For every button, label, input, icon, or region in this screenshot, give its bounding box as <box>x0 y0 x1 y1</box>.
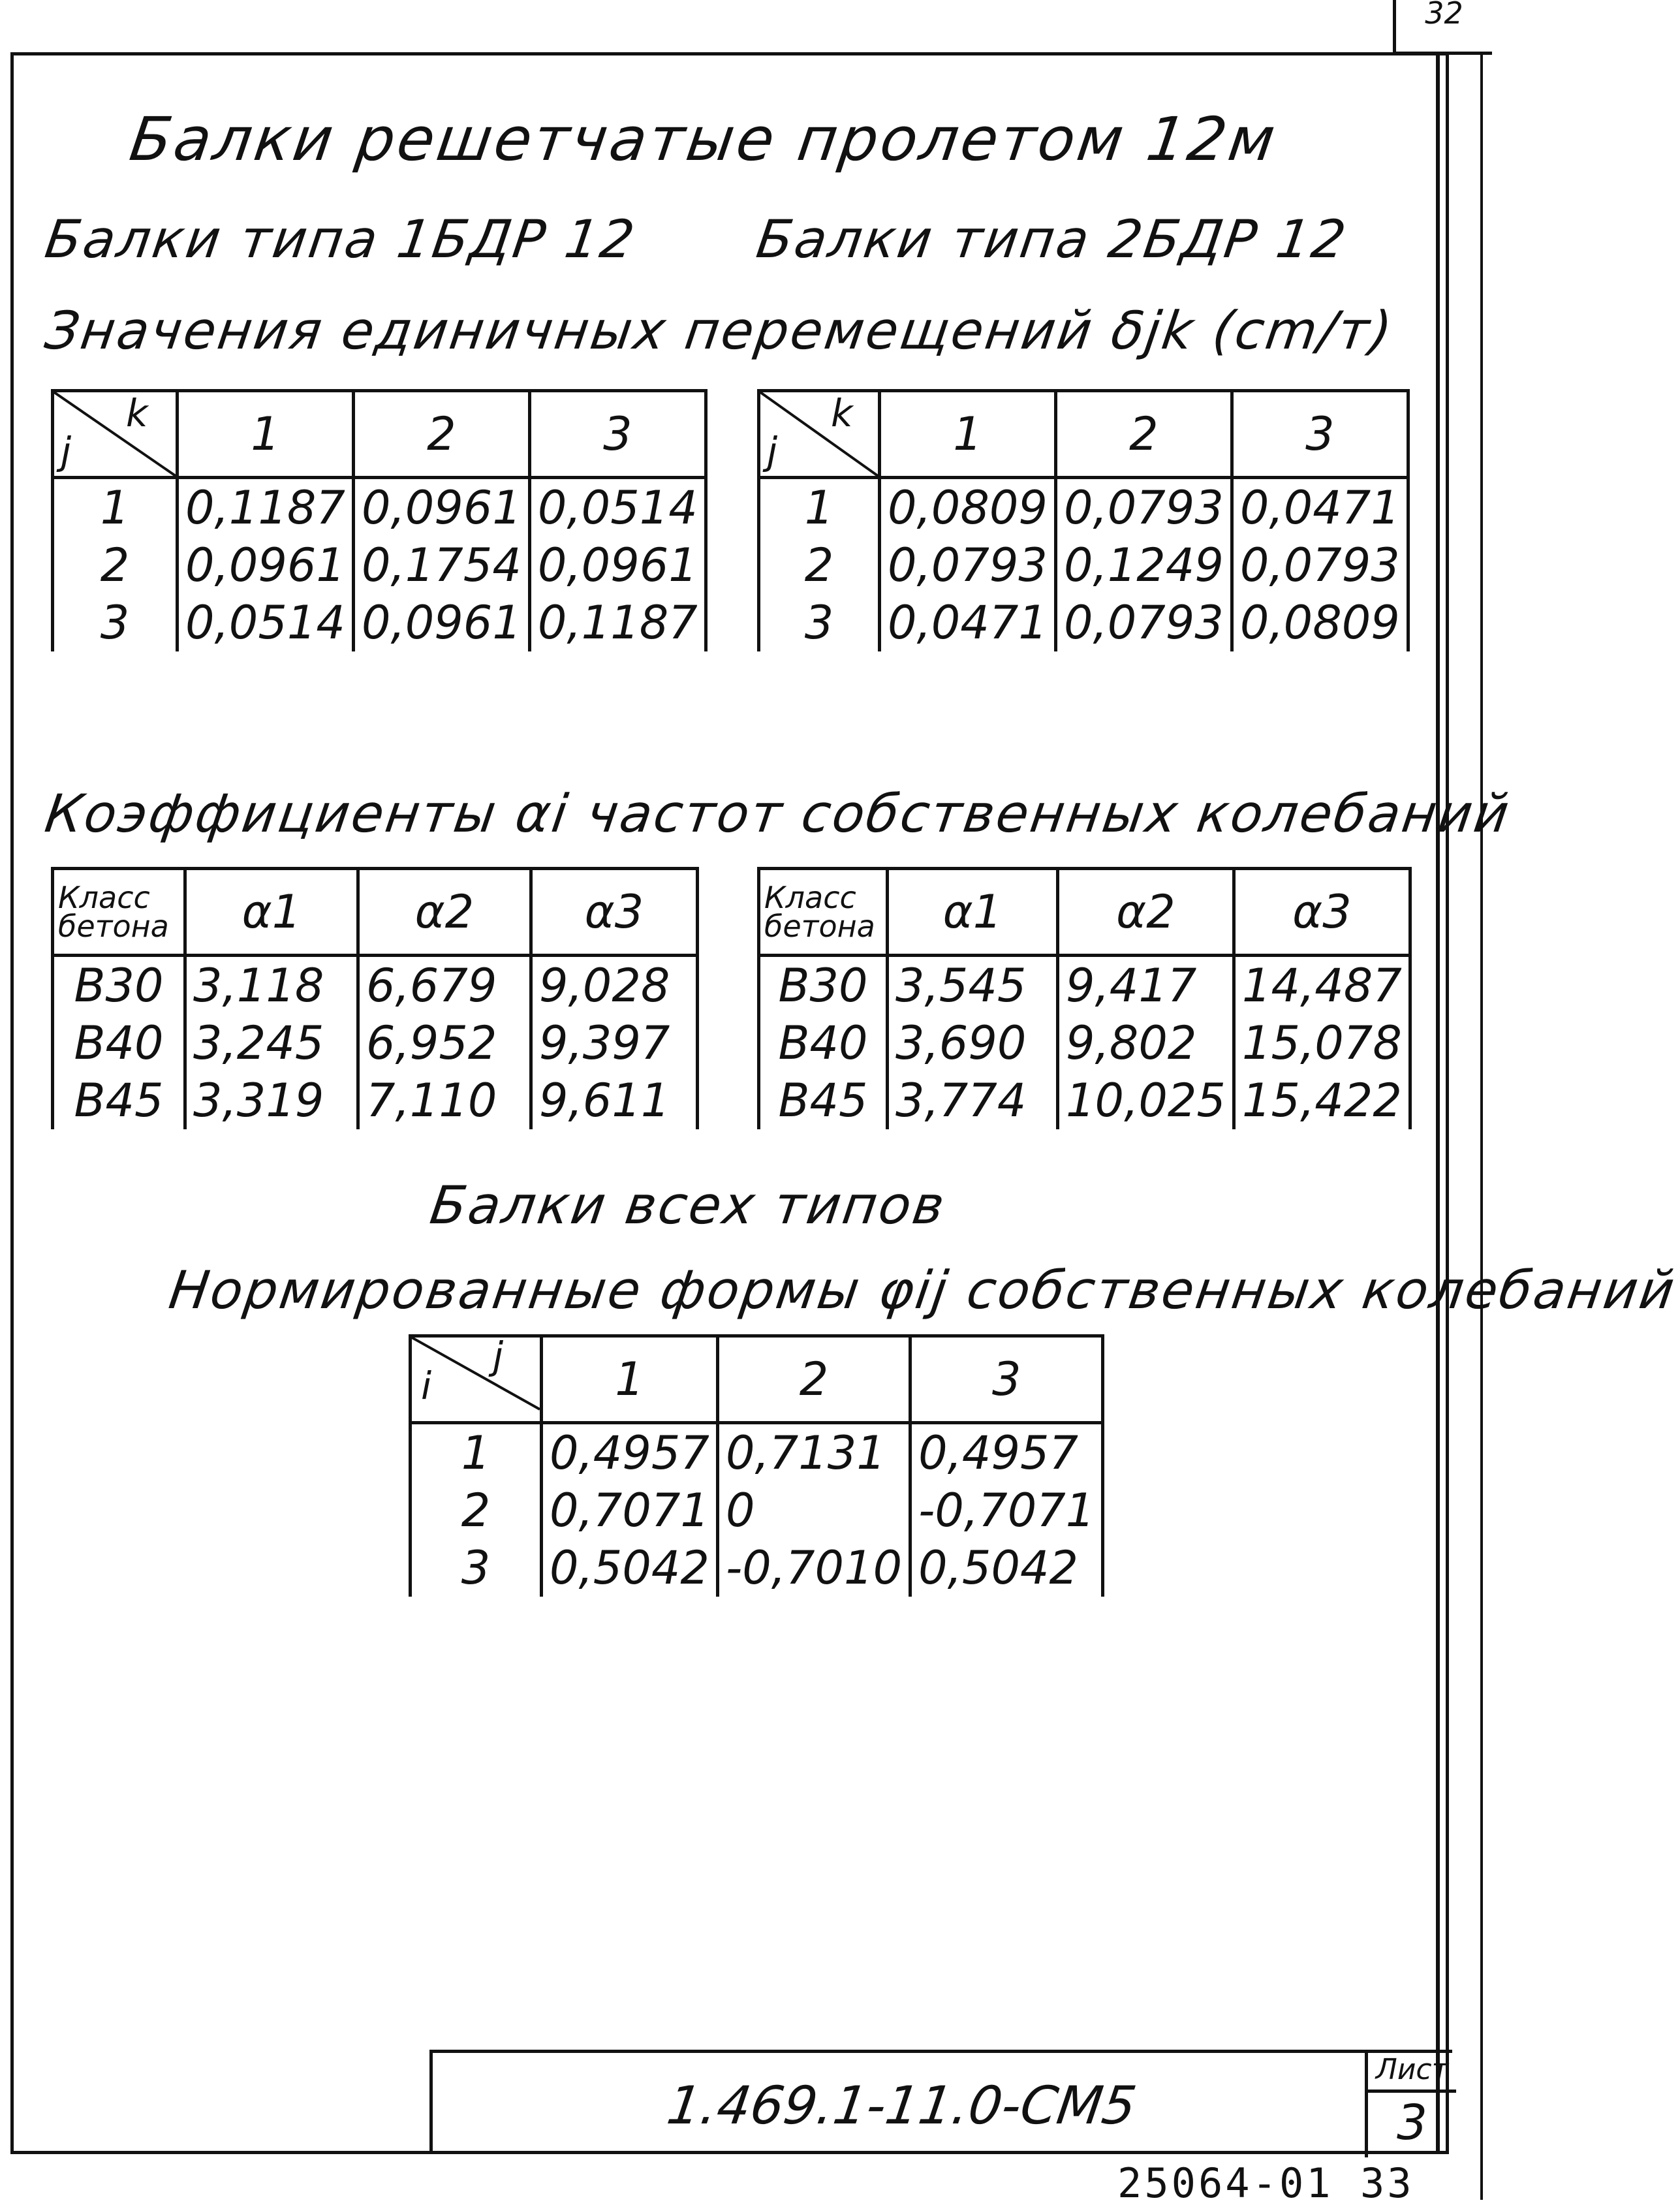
displacements-table-left <box>51 389 708 651</box>
normalized-forms-table <box>409 1334 1104 1597</box>
row-label: 2 <box>53 537 178 594</box>
table-corner-cell: k j <box>53 391 178 478</box>
table-cell: 0,0961 <box>178 537 354 594</box>
table-cell: 0,0514 <box>178 594 354 651</box>
document-code: 1.469.1-11.0-СМ5 <box>663 2075 1140 2136</box>
column-header: 2 <box>353 391 529 478</box>
table-cell: 0 <box>717 1482 910 1539</box>
table-cell: 0,0793 <box>880 537 1056 594</box>
binding-line <box>1480 52 1483 2200</box>
column-header: α2 <box>1058 869 1234 956</box>
table-cell: 3,774 <box>888 1072 1058 1129</box>
table-cell: 0,0793 <box>1232 537 1408 594</box>
table-cell: 0,0793 <box>1055 478 1232 537</box>
row-label: 1 <box>759 478 880 537</box>
column-header: α1 <box>888 869 1058 956</box>
table-cell: 15,422 <box>1234 1072 1410 1129</box>
column-header: 2 <box>1055 391 1232 478</box>
table-cell: 15,078 <box>1234 1014 1410 1072</box>
title-block <box>429 2050 1452 2154</box>
sheet-box <box>1365 2053 1456 2157</box>
table-cell: 7,110 <box>358 1072 531 1129</box>
table-cell: 0,0961 <box>353 478 529 537</box>
row-label: 1 <box>53 478 178 537</box>
table-cell: 0,0961 <box>353 594 529 651</box>
table-cell: 0,5042 <box>910 1539 1103 1597</box>
table-cell: 9,028 <box>531 956 698 1015</box>
column-header: 2 <box>717 1336 910 1423</box>
frequency-coeff-table-right <box>757 867 1412 1129</box>
table-cell: 0,1249 <box>1055 537 1232 594</box>
table-cell: 3,319 <box>185 1072 358 1129</box>
table-cell: 9,802 <box>1058 1014 1234 1072</box>
forms-heading: Нормированные формы φij собственных колебаний <box>165 1260 1680 1321</box>
row-label: 2 <box>411 1482 542 1539</box>
row-label: В40 <box>53 1014 185 1072</box>
archive-number: 25064-01 33 <box>1117 2159 1414 2207</box>
column-header: 1 <box>880 391 1056 478</box>
table-cell: 3,245 <box>185 1014 358 1072</box>
table-cell: 0,1187 <box>178 478 354 537</box>
table-corner-cell: k j <box>759 391 880 478</box>
corner-sheet-number: 32 <box>1393 0 1492 55</box>
concrete-class-header: Класс бетона <box>53 869 185 956</box>
frame-right-border <box>1436 52 1440 2154</box>
sheet-number: 3 <box>1396 2095 1428 2151</box>
sheet-label: Лист <box>1368 2053 1456 2093</box>
frequency-coeff-table-left <box>51 867 699 1129</box>
table-cell: 3,690 <box>888 1014 1058 1072</box>
column-header: 3 <box>1232 391 1408 478</box>
column-header: 1 <box>178 391 354 478</box>
table-cell: 0,4957 <box>542 1423 718 1482</box>
row-label: В40 <box>759 1014 888 1072</box>
table-cell: 0,0809 <box>1232 594 1408 651</box>
table-cell: 0,5042 <box>542 1539 718 1597</box>
table-cell: 0,7071 <box>542 1482 718 1539</box>
row-label: В45 <box>759 1072 888 1129</box>
right-beam-type: Балки типа 2БДР 12 <box>753 209 1352 270</box>
column-header: α3 <box>531 869 698 956</box>
table-cell: 9,611 <box>531 1072 698 1129</box>
table-cell: 6,679 <box>358 956 531 1015</box>
table-cell: 3,545 <box>888 956 1058 1015</box>
left-beam-type: Балки типа 1БДР 12 <box>41 209 640 270</box>
table-cell: -0,7010 <box>717 1539 910 1597</box>
table-cell: 10,025 <box>1058 1072 1234 1129</box>
table-cell: 0,0793 <box>1055 594 1232 651</box>
all-types-heading: Балки всех типов <box>426 1175 950 1236</box>
displacements-table-right <box>757 389 1410 651</box>
column-header: α1 <box>185 869 358 956</box>
table-cell: 0,0514 <box>529 478 706 537</box>
row-label: 1 <box>411 1423 542 1482</box>
table-cell: 0,1187 <box>529 594 706 651</box>
table-cell: 14,487 <box>1234 956 1410 1015</box>
table-cell: 0,0961 <box>529 537 706 594</box>
table-cell: 0,0471 <box>880 594 1056 651</box>
concrete-class-header: Класс бетона <box>759 869 888 956</box>
table-cell: 9,397 <box>531 1014 698 1072</box>
displacements-heading: Значения единичных перемещений δjk (cm/т) <box>41 300 1398 361</box>
table-cell: -0,7071 <box>910 1482 1103 1539</box>
table-cell: 9,417 <box>1058 956 1234 1015</box>
column-header: 3 <box>529 391 706 478</box>
table-cell: 0,0809 <box>880 478 1056 537</box>
column-header: 1 <box>542 1336 718 1423</box>
row-label: В30 <box>53 956 185 1015</box>
column-header: α2 <box>358 869 531 956</box>
row-label: В30 <box>759 956 888 1015</box>
row-label: 3 <box>411 1539 542 1597</box>
row-label: В45 <box>53 1072 185 1129</box>
table-corner-cell: j i <box>411 1336 542 1423</box>
row-label: 3 <box>759 594 880 651</box>
table-cell: 0,4957 <box>910 1423 1103 1482</box>
table-cell: 0,0471 <box>1232 478 1408 537</box>
table-cell: 0,7131 <box>717 1423 910 1482</box>
column-header: α3 <box>1234 869 1410 956</box>
column-header: 3 <box>910 1336 1103 1423</box>
page-title: Балки решетчатые пролетом 12м <box>125 104 1282 174</box>
table-cell: 3,118 <box>185 956 358 1015</box>
row-label: 3 <box>53 594 178 651</box>
coefficients-heading: Коэффициенты αi частот собственных колебаний <box>41 783 1515 844</box>
table-cell: 0,1754 <box>353 537 529 594</box>
table-cell: 6,952 <box>358 1014 531 1072</box>
row-label: 2 <box>759 537 880 594</box>
